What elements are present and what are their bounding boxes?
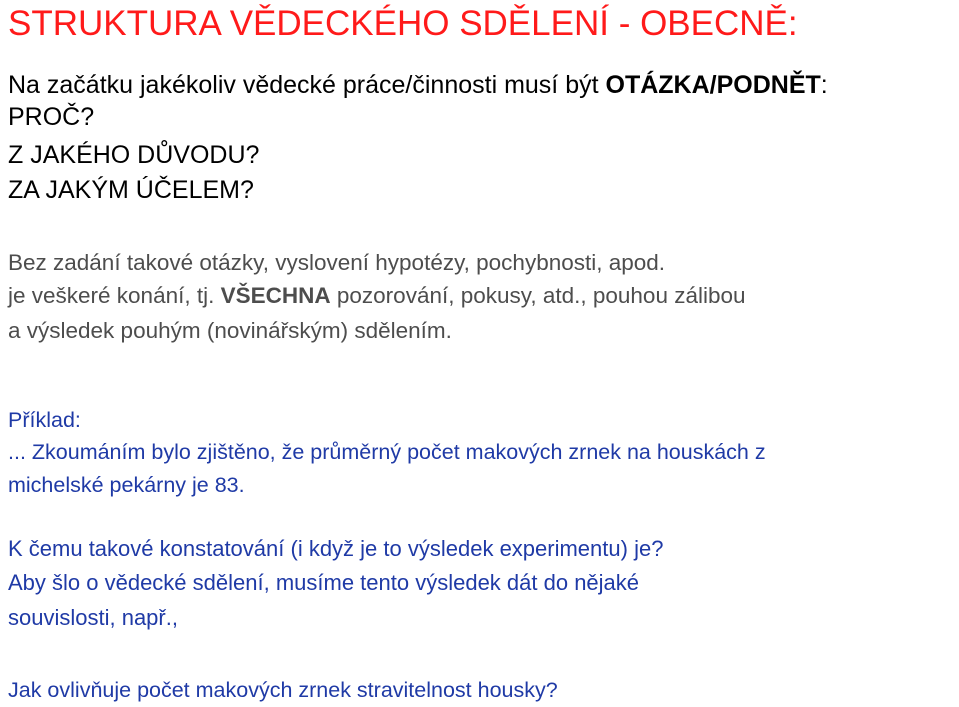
paragraph-line-2 [8,282,746,310]
intro-line-why: PROČ? [8,103,95,131]
intro-line-1 [8,70,828,100]
example-line-2: michelské pekárny je 83. [8,473,245,497]
paragraph-text-end: pozorování, pokusy, atd., pouhou zálibou [330,283,746,308]
final-question: Jak ovlivňuje počet makových zrnek stravitelnost housky? [8,678,558,702]
paragraph-text: je veškeré konání, tj. [8,283,221,308]
question-line-2: Aby šlo o vědecké sdělení, musíme tento výsledek dát do nějaké [8,570,640,595]
paragraph-line-3: a výsledek pouhým (novinářským) sdělením. [8,318,452,343]
intro-colon: : [820,71,828,99]
example-label: Příklad: [8,408,81,432]
slide-title: STRUKTURA VĚDECKÉHO SDĚLENÍ - OBECNĚ: [8,4,798,43]
intro-text: Na začátku jakékoliv vědecké práce/činnosti musí být [8,71,606,99]
paragraph-emphasis: VŠECHNA [220,283,331,308]
paragraph-line-1: Bez zadání takové otázky, vyslovení hypotézy, pochybnosti, apod. [8,250,666,275]
intro-line-purpose: ZA JAKÝM ÚČELEM? [8,176,254,204]
intro-line-reason: Z JAKÉHO DŮVODU? [8,141,260,169]
example-line-1: ... Zkoumáním bylo zjištěno, že průměrný počet makových zrnek na houskách z [8,440,766,464]
intro-emphasis: OTÁZKA/PODNĚT [605,71,821,99]
question-line-3: souvislosti, např., [8,605,178,630]
question-line-1: K čemu takové konstatování (i když je to výsledek experimentu) je? [8,536,664,561]
